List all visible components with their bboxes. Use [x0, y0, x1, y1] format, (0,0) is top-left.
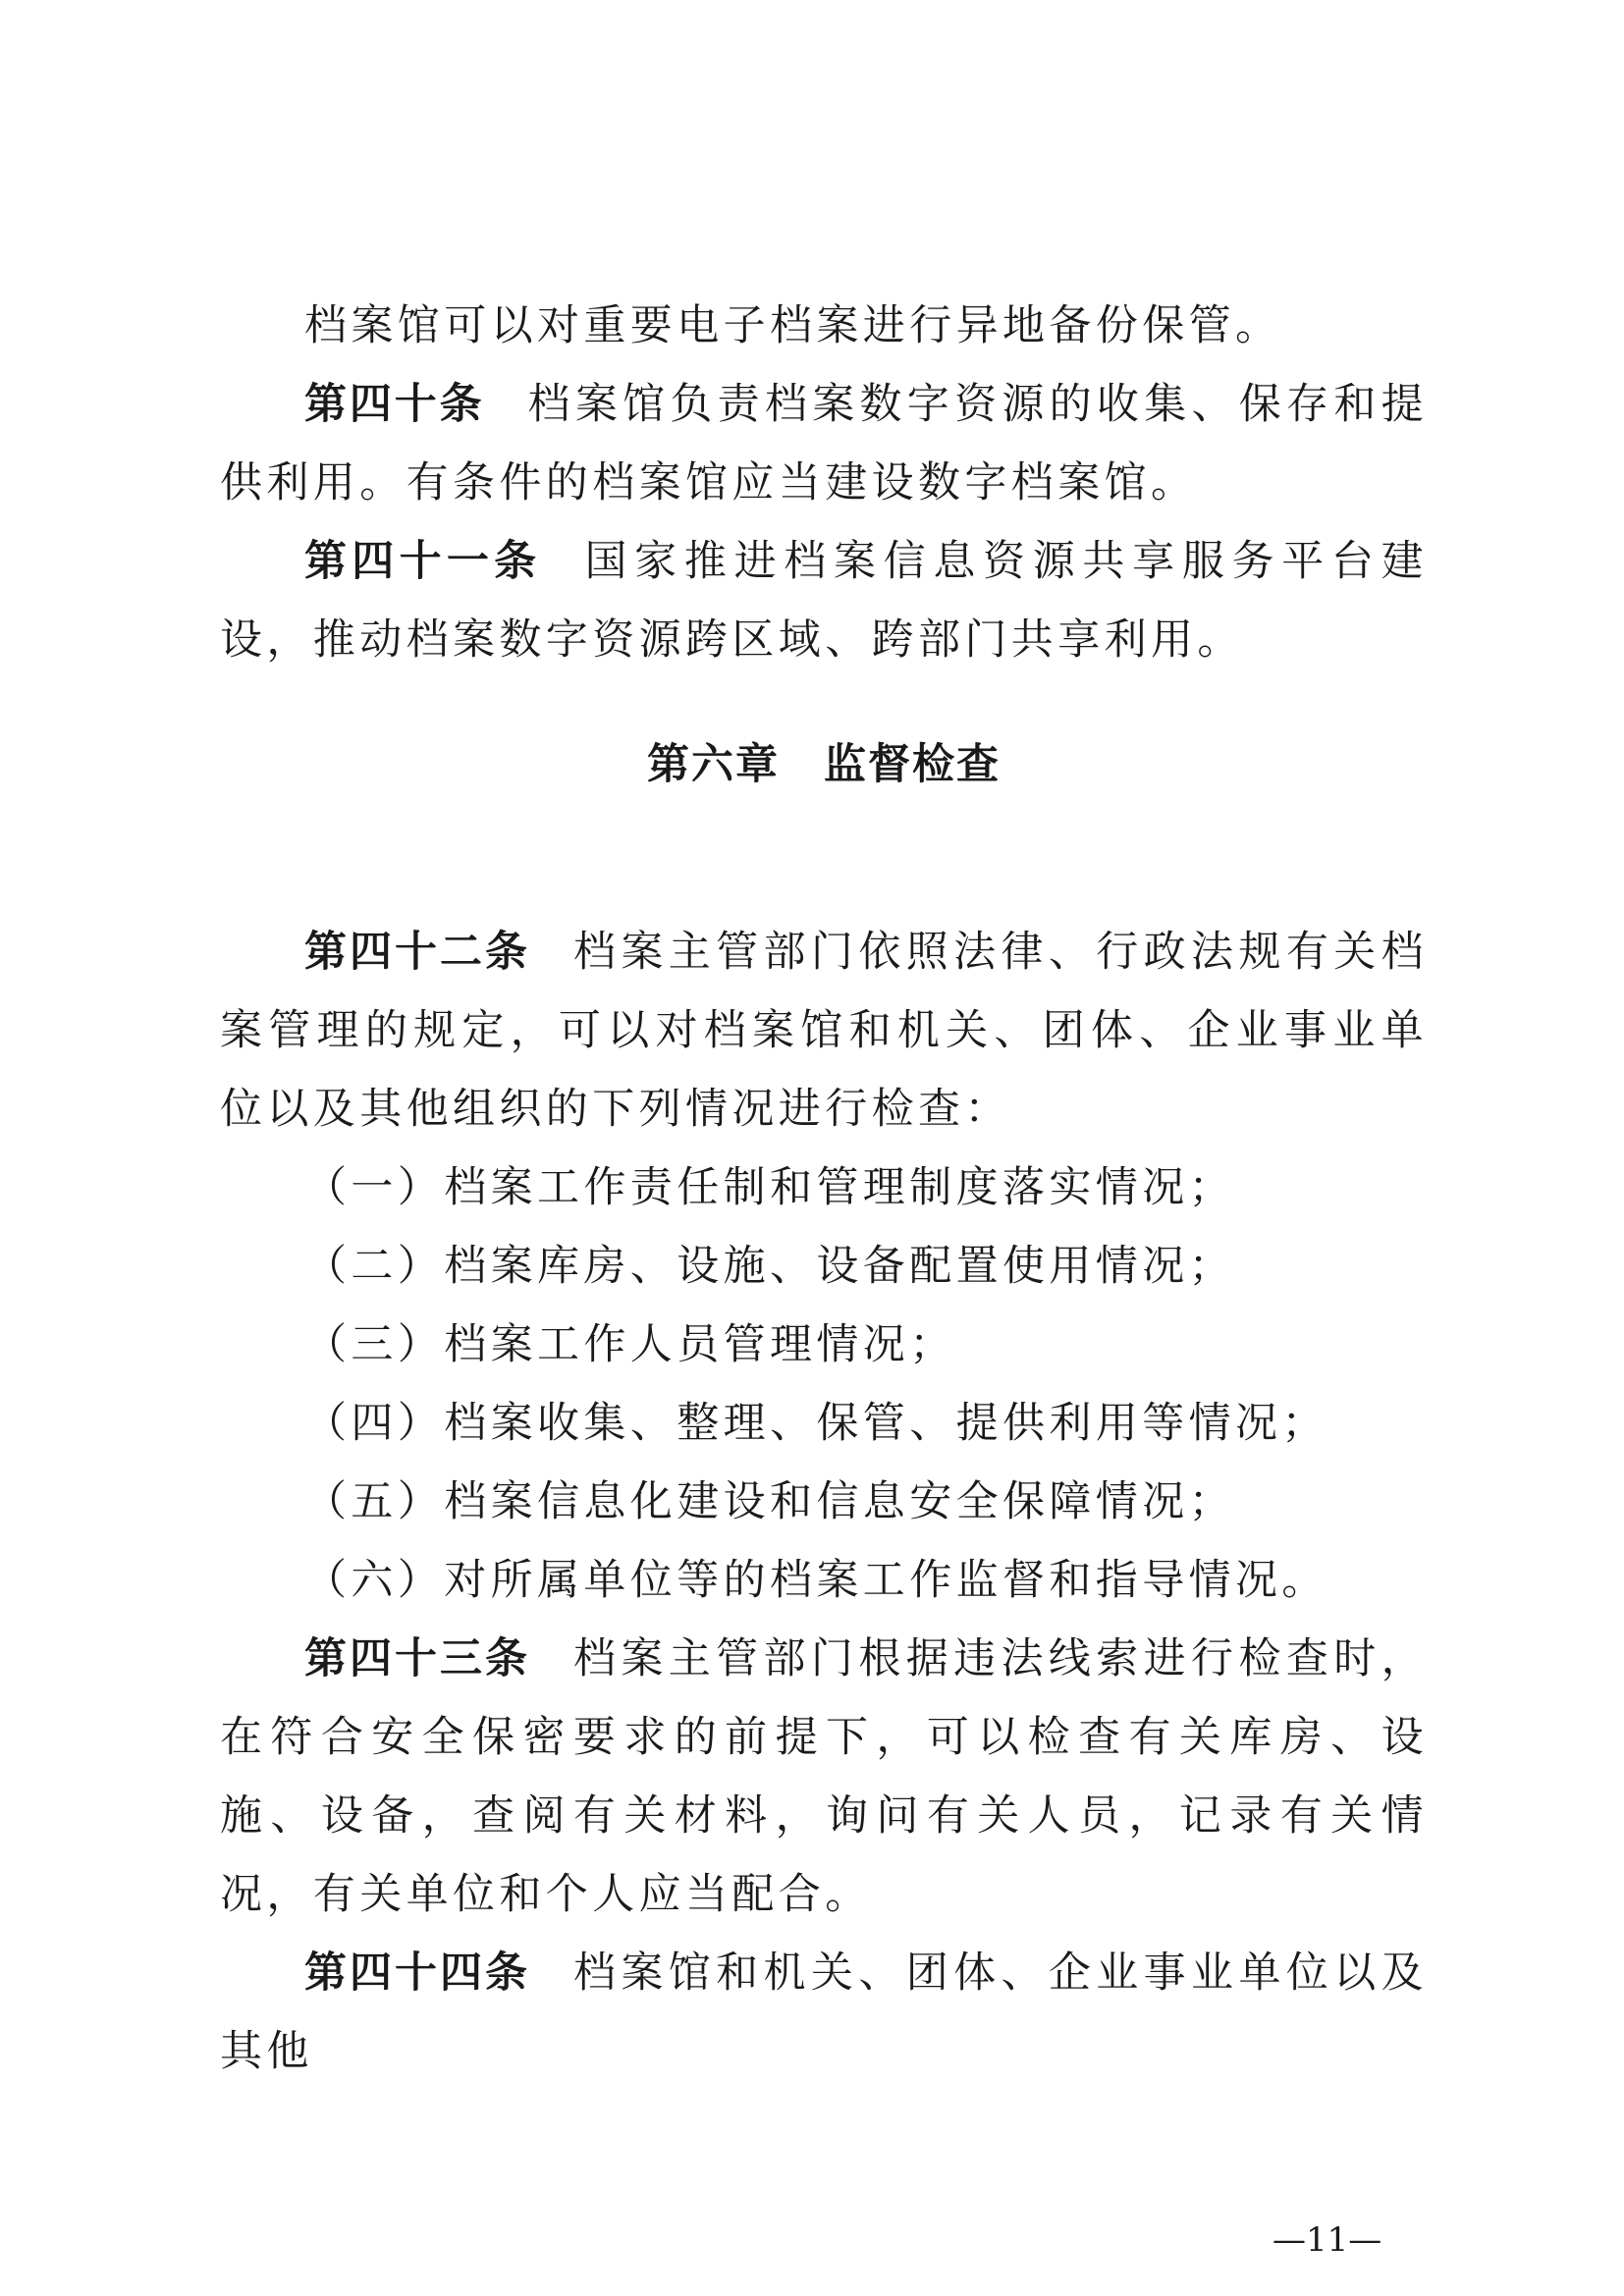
page-number: —11— [1272, 2220, 1382, 2260]
article-text: 档案主管部门依照法律、行政法规有关档案管理的规定，可以对档案馆和机关、团体、企业事业单位以及其他组织的下列情况进行检查： [220, 928, 1429, 1134]
article-41 [220, 522, 1428, 679]
article-number: 第四十条 [304, 380, 485, 429]
list-item: （五）档案信息化建设和信息安全保障情况； [304, 1477, 1235, 1526]
article-40 [220, 365, 1428, 522]
article-42 [220, 913, 1428, 1148]
article-text: 档案馆和机关、团体、企业事业单位以及其他 [220, 1949, 1429, 2076]
list-item: （二）档案库房、设施、设备配置使用情况； [304, 1242, 1235, 1291]
article-text: 档案主管部门根据违法线索进行检查时，在符合安全保密要求的前提下，可以检查有关库房、设施、设备，查阅有关材料，询问有关人员，记录有关情况，有关单位和个人应当配合。 [220, 1634, 1429, 1919]
article-text: 国家推进档案信息资源共享服务平台建设，推动档案数字资源跨区域、跨部门共享利用。 [220, 537, 1428, 665]
article-number: 第四十一条 [304, 537, 542, 586]
list-item: （六）对所属单位等的档案工作监督和指导情况。 [304, 1556, 1328, 1605]
article-text: 档案馆负责档案数字资源的收集、保存和提供利用。有条件的档案馆应当建设数字档案馆。 [220, 380, 1428, 507]
page-body [220, 287, 1428, 2091]
list-item: （一）档案工作责任制和管理制度落实情况； [304, 1163, 1235, 1212]
article-43 [220, 1620, 1428, 1934]
list-item: （四）档案收集、整理、保管、提供利用等情况； [304, 1399, 1328, 1448]
article-number: 第四十四条 [304, 1949, 530, 1998]
paragraph-backup [220, 287, 1428, 365]
list-item: （三）档案工作人员管理情况； [304, 1320, 956, 1369]
article-44 [220, 1934, 1428, 2091]
chapter-title: 第六章 监督检查 [647, 740, 1001, 789]
paragraph-text: 档案馆可以对重要电子档案进行异地备份保管。 [304, 301, 1282, 350]
article-number: 第四十三条 [304, 1634, 530, 1683]
article-number: 第四十二条 [304, 928, 530, 977]
